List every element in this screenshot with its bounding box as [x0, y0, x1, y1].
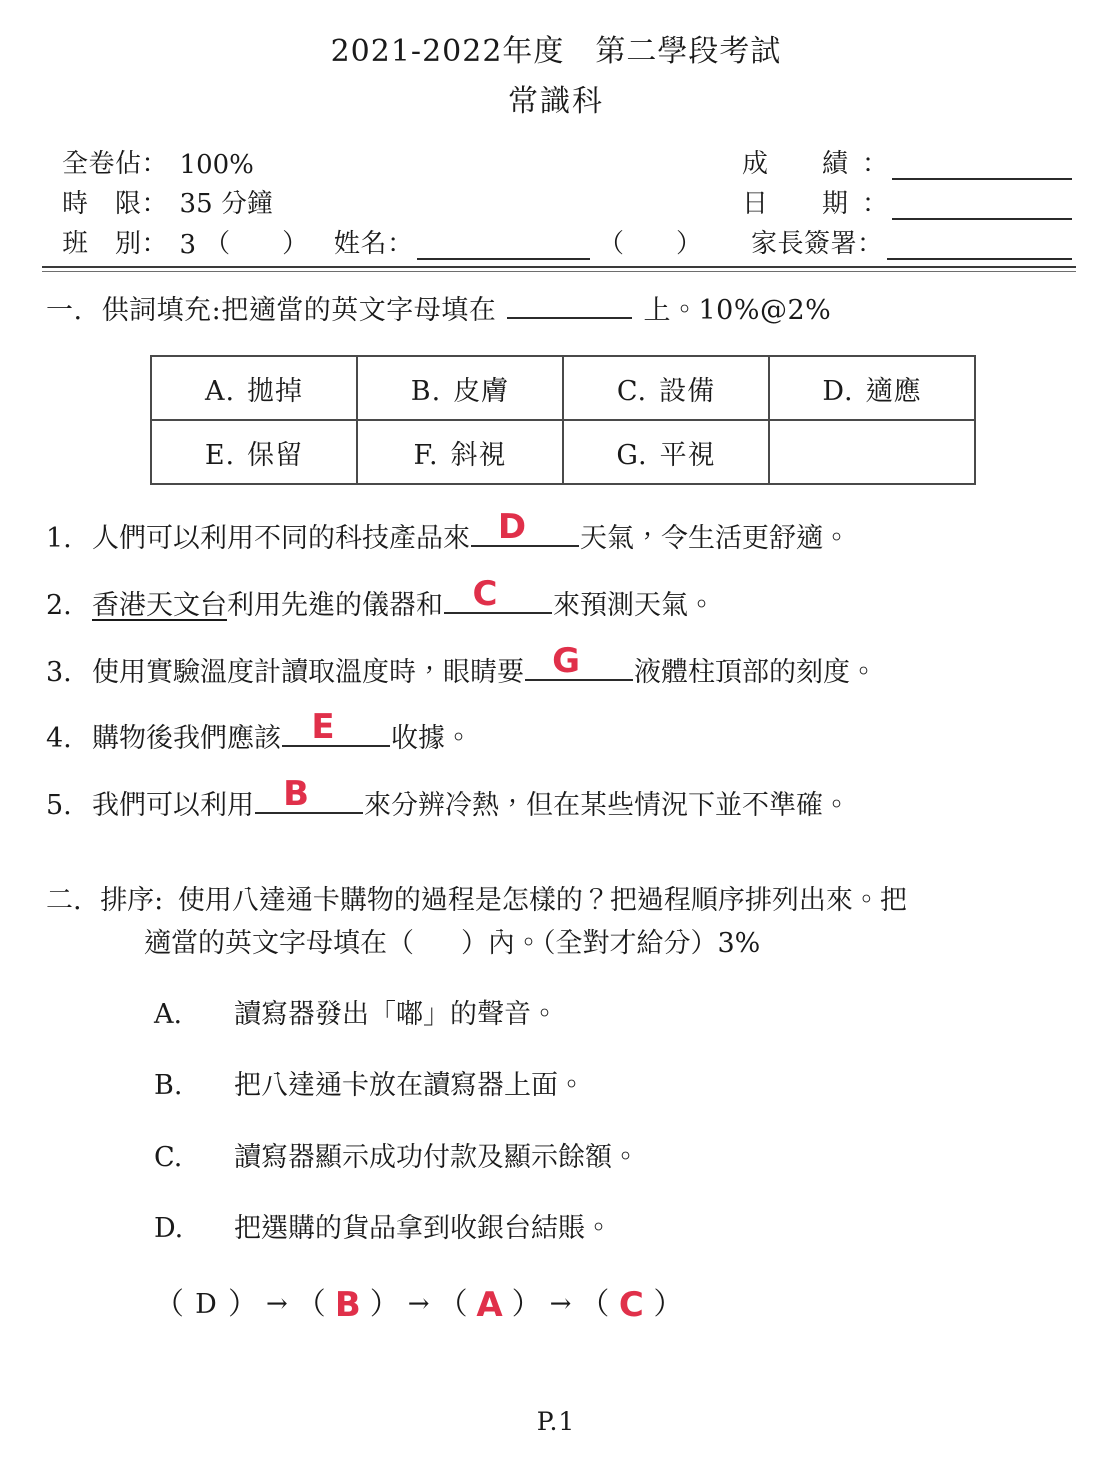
total-marks-value: 100%: [179, 150, 254, 180]
word-bank-letter: A.: [204, 375, 236, 407]
exam-subject: 常識科: [508, 84, 604, 119]
word-bank-letter: B.: [410, 375, 442, 407]
word-bank-cell-d: [769, 356, 975, 420]
class-label: 班 別: [62, 229, 142, 259]
question-number: 4.: [46, 723, 72, 755]
question-2-proper-noun: 香港天文台: [92, 589, 227, 621]
word-bank-letter: D.: [822, 375, 854, 407]
paren-open: （: [154, 1287, 184, 1323]
date-label: 日 期: [742, 189, 863, 219]
choice-b: [154, 1064, 1112, 1107]
word-bank-table: [150, 355, 976, 485]
question-text-before: 購物後我們應該: [92, 723, 281, 755]
word-bank-letter: G.: [616, 439, 648, 471]
guardian-signature-row: [742, 220, 1072, 260]
section-two-instruction-line-1: 使用八達通卡購物的過程是怎樣的？把過程順序排列出來。把: [177, 884, 907, 916]
paren-close: ）: [228, 1287, 258, 1323]
section-one-title-blank: [507, 297, 632, 319]
sequence-value-3: A: [476, 1284, 503, 1325]
choice-letter: D.: [154, 1212, 184, 1244]
section-two-number: 二.: [46, 884, 82, 916]
colon-glyph: ：: [141, 189, 168, 219]
header-right-column: [742, 140, 1072, 260]
choice-text: 把八達通卡放在讀寫器上面。: [234, 1070, 585, 1102]
word-bank: [150, 355, 976, 485]
section-two-heading: [46, 879, 1112, 922]
guardian-signature-label: 家長簽署: [750, 229, 857, 259]
answer-blank-2[interactable]: [444, 573, 552, 614]
colon-glyph: ：: [862, 149, 889, 179]
section-two-choices: [46, 993, 1112, 1250]
arrow-icon: →: [549, 1289, 572, 1320]
name-label: 姓名: [334, 229, 388, 259]
word-bank-word: 保留: [247, 439, 304, 471]
choice-letter: C.: [154, 1141, 183, 1173]
section-one-questions: [0, 507, 1112, 823]
date-row: [742, 180, 1072, 220]
choice-a: [154, 993, 1112, 1036]
section-two-instruction-line-2: [46, 922, 1112, 965]
header-left-column: [62, 140, 702, 260]
paren-open: （: [295, 1287, 326, 1323]
total-marks-row: [62, 140, 702, 180]
choice-c: [154, 1136, 1112, 1179]
sequence-value-1: D: [195, 1289, 217, 1321]
question-text-after: 天氣，令生活更舒適。: [580, 523, 850, 554]
exam-title-line-1: 2021-2022年度 第二學段考試: [330, 34, 782, 69]
handwritten-answer-2: C: [472, 573, 498, 614]
choice-text: 把選購的貨品拿到收銀台結賬。: [234, 1212, 612, 1244]
time-limit-label: 時 限: [62, 189, 142, 219]
paren-close: ）: [511, 1287, 542, 1323]
colon-glyph: ：: [862, 189, 889, 219]
question-number: 5.: [46, 790, 72, 821]
time-limit-value: 35 分鐘: [179, 189, 273, 219]
exam-header-fields: [0, 140, 1112, 260]
sequence-value-2: B: [334, 1284, 361, 1325]
student-number-parenthesis[interactable]: （ ）: [597, 229, 702, 259]
choice-text: 讀寫器顯示成功付款及顯示餘額。: [234, 1141, 639, 1173]
answer-blank-3[interactable]: [525, 640, 633, 681]
question-text-after: 來預測天氣。: [553, 589, 715, 621]
score-label: 成 績: [742, 149, 863, 179]
handwritten-answer-5: B: [283, 774, 309, 814]
choice-text: 讀寫器發出「嘟」的聲音。: [234, 999, 558, 1031]
class-value: 3: [179, 230, 197, 260]
sequence-slot-2[interactable]: [296, 1278, 400, 1332]
page-number-footer: P.1: [536, 1407, 576, 1436]
section-one-title: 供詞填充:把適當的英文字母填在: [101, 295, 497, 326]
sequence-slot-3[interactable]: [438, 1278, 542, 1332]
choice-d: [154, 1207, 1112, 1250]
word-bank-word: 適應: [865, 375, 922, 407]
arrow-icon: →: [266, 1289, 288, 1320]
word-bank-cell-b: [357, 356, 563, 420]
word-bank-letter: C.: [616, 375, 648, 407]
question-1: [46, 507, 1112, 556]
word-bank-cell-g: [563, 420, 769, 484]
section-one-title-tail: 上。10%@2%: [643, 295, 832, 326]
paren-close: ）: [369, 1287, 400, 1323]
sequence-slot-4[interactable]: [579, 1278, 683, 1332]
word-bank-letter: F.: [413, 439, 439, 471]
word-bank-word: 斜視: [450, 439, 507, 471]
question-text-after: 收據。: [391, 723, 472, 755]
paren-open: （: [437, 1287, 468, 1323]
paren-close: ）: [653, 1287, 684, 1323]
document-title-block: [0, 0, 1112, 120]
word-bank-cell-c: [563, 356, 769, 420]
instruction-answer-space: [414, 928, 461, 959]
question-text-before: 使用實驗溫度計讀取溫度時，眼睛要: [92, 656, 524, 688]
colon-glyph: ：: [387, 229, 414, 259]
paren-open: （: [579, 1287, 610, 1323]
word-bank-word: 拋掉: [247, 375, 304, 407]
word-bank-letter: E.: [204, 439, 236, 471]
word-bank-cell-empty: [769, 420, 975, 484]
section-one-heading: [0, 272, 1112, 327]
arrow-icon: →: [407, 1289, 430, 1320]
colon-glyph: ：: [856, 229, 883, 259]
instruction-line-2-part-a: 適當的英文字母填在（: [144, 927, 414, 959]
section-two: [0, 879, 1112, 1333]
question-text-before: 人們可以利用不同的科技產品來: [92, 523, 470, 554]
handwritten-answer-3: G: [552, 640, 580, 681]
question-number: 2.: [46, 589, 72, 621]
word-bank-word: 平視: [659, 439, 716, 471]
answer-blank-4[interactable]: [282, 707, 390, 748]
section-two-label: 排序:: [100, 884, 164, 916]
section-one-number: 一.: [46, 295, 83, 326]
question-text-after: 來分辨冷熱，但在某些情況下並不準確。: [364, 790, 850, 821]
colon-glyph: ：: [141, 229, 168, 259]
class-and-name-row: [62, 220, 702, 260]
question-text-after: 液體柱頂部的刻度。: [634, 656, 877, 688]
answer-blank-1[interactable]: [471, 507, 579, 547]
question-5: [46, 774, 1112, 823]
question-3: [46, 640, 1112, 690]
colon-glyph: ：: [141, 149, 168, 179]
class-number-parenthesis[interactable]: （ ）: [204, 229, 309, 259]
date-input-line[interactable]: [892, 198, 1072, 220]
sequence-slot-1[interactable]: [154, 1281, 258, 1329]
table-row: [151, 420, 975, 484]
choice-letter: B.: [154, 1070, 183, 1102]
word-bank-cell-f: [357, 420, 563, 484]
score-input-line[interactable]: [892, 158, 1072, 180]
choice-letter: A.: [154, 999, 183, 1031]
word-bank-word: 設備: [659, 375, 716, 407]
time-limit-row: [62, 180, 702, 220]
score-row: [742, 140, 1072, 180]
question-text-before: 利用先進的儀器和: [227, 589, 443, 621]
question-number: 3.: [46, 656, 72, 688]
sequence-value-4: C: [618, 1284, 644, 1325]
question-text-before: 我們可以利用: [92, 790, 254, 821]
question-number: 1.: [46, 523, 72, 554]
instruction-line-2-part-b: ）內。（全對才給分）3%: [461, 927, 761, 959]
total-marks-label: 全卷佔: [62, 149, 142, 179]
guardian-signature-line[interactable]: [887, 238, 1072, 260]
answer-blank-5[interactable]: [255, 774, 363, 814]
question-2: [46, 573, 1112, 623]
table-row: [151, 356, 975, 420]
question-4: [46, 707, 1112, 756]
section-two-answer-sequence: [46, 1278, 1112, 1332]
handwritten-answer-1: D: [497, 507, 527, 547]
word-bank-cell-e: [151, 420, 357, 484]
word-bank-word: 皮膚: [453, 375, 510, 407]
word-bank-cell-a: [151, 356, 357, 420]
name-input-line[interactable]: [417, 238, 590, 260]
handwritten-answer-4: E: [311, 707, 335, 748]
